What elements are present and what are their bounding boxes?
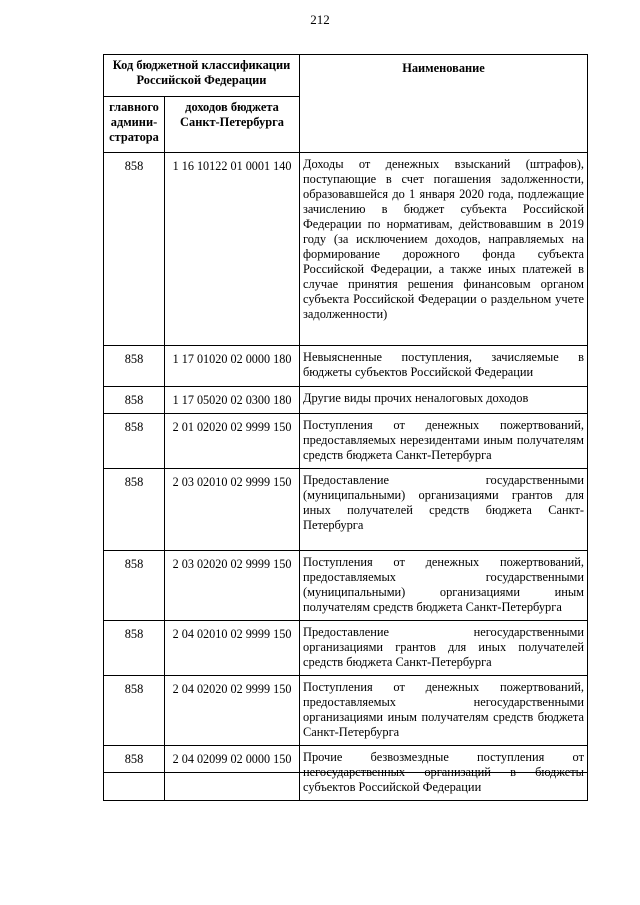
income-code-cell: 1 16 10122 01 0001 140 <box>165 153 300 346</box>
admin-code-cell: 858 <box>104 621 165 676</box>
income-name-cell: Предоставление государственными (муниципальными) организациями грантов для иных получателей средств бюджета Санкт-Петербурга <box>300 469 588 551</box>
admin-code-cell: 858 <box>104 346 165 387</box>
page-bottom-rule <box>103 772 588 777</box>
admin-code-cell: 858 <box>104 469 165 551</box>
income-name-cell: Другие виды прочих неналоговых доходов <box>300 387 588 414</box>
header-classification-code: Код бюджетной классификации Российской Федерации <box>104 55 300 97</box>
table-row <box>104 551 588 621</box>
budget-classification-table <box>103 54 588 801</box>
table-row <box>104 621 588 676</box>
income-code-cell: 2 04 02010 02 9999 150 <box>165 621 300 676</box>
header-admin-column: главного админи-стратора <box>104 97 165 153</box>
income-code-cell: 2 04 02099 02 0000 150 <box>165 746 300 801</box>
income-code-cell: 1 17 05020 02 0300 180 <box>165 387 300 414</box>
admin-code-cell: 858 <box>104 414 165 469</box>
page-number: 212 <box>310 12 330 27</box>
table-row <box>104 153 588 346</box>
header-income-code-column: доходов бюджета Санкт-Петербурга <box>165 97 300 153</box>
income-name-cell: Поступления от денежных пожертвований, предоставляемых нерезидентами иным получателям средств бюджета Санкт-Петербурга <box>300 414 588 469</box>
income-name-cell: Поступления от денежных пожертвований, предоставляемых государственными (муниципальными) организациями иным получателям средств бюджета Санкт-Петербурга <box>300 551 588 621</box>
table-row <box>104 414 588 469</box>
income-name-cell: Поступления от денежных пожертвований, предоставляемых негосударственными организациями иным получателям средств бюджета Санкт-Петербурга <box>300 676 588 746</box>
income-name-cell: Прочие безвозмездные поступления от негосударственных организаций в бюджеты субъектов Российской Федерации <box>300 746 588 801</box>
income-code-cell: 1 17 01020 02 0000 180 <box>165 346 300 387</box>
income-code-cell: 2 03 02010 02 9999 150 <box>165 469 300 551</box>
admin-code-cell: 858 <box>104 387 165 414</box>
income-name-cell: Предоставление негосударственными организациями грантов для иных получателей средств бюджета Санкт-Петербурга <box>300 621 588 676</box>
admin-code-cell: 858 <box>104 153 165 346</box>
admin-code-cell: 858 <box>104 746 165 801</box>
income-code-cell: 2 04 02020 02 9999 150 <box>165 676 300 746</box>
income-code-cell: 2 01 02020 02 9999 150 <box>165 414 300 469</box>
admin-code-cell: 858 <box>104 676 165 746</box>
admin-code-cell: 858 <box>104 551 165 621</box>
income-code-cell: 2 03 02020 02 9999 150 <box>165 551 300 621</box>
table-row <box>104 387 588 414</box>
income-name-cell: Доходы от денежных взысканий (штрафов), поступающие в счет погашения задолженности, образовавшейся до 1 января 2020 года, подлежащие зачислению в бюджет субъекта Российской Федерации по нормативам, действовавшим в 2019 году (за исключением доходов, направляемых на формирование дорожного фонда субъекта Российской Федерации, а также иных платежей в случае принятия решения финансовым органом субъекта Российской Федерации о раздельном учете задолженности) <box>300 153 588 346</box>
income-name-cell: Невыясненные поступления, зачисляемые в бюджеты субъектов Российской Федерации <box>300 346 588 387</box>
table-row <box>104 676 588 746</box>
table-row <box>104 346 588 387</box>
table-row <box>104 469 588 551</box>
header-name: Наименование <box>300 55 588 153</box>
